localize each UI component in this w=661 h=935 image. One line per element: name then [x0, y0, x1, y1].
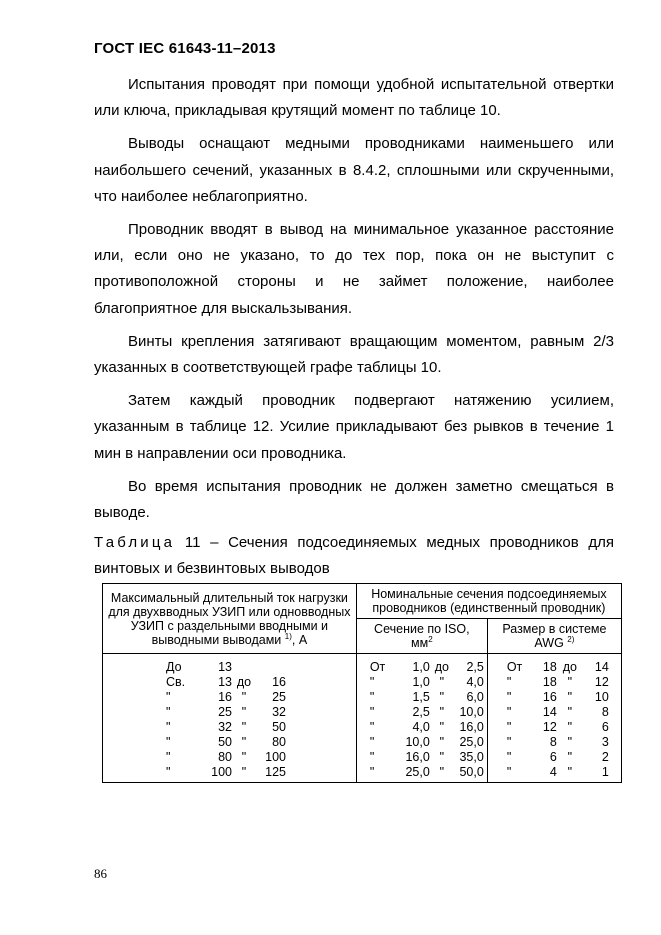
awg-row-0-part-3: 14 [594, 660, 609, 674]
awg-row-3-part-0: " [506, 705, 512, 719]
awg-row-7-part-1: 4 [549, 765, 557, 779]
awg-row-0-part-1: 18 [542, 660, 557, 674]
awg-list [507, 660, 618, 780]
table-caption [94, 530, 614, 582]
iso-row-4-part-2: " [439, 720, 445, 734]
current-list [166, 660, 353, 780]
header-iso-sup: 2 [428, 634, 433, 644]
document-header: ГОСТ IEC 61643-11–2013 [94, 40, 276, 57]
current-row-4-part-3: 50 [272, 720, 286, 734]
awg-row-0-part-0: От [506, 660, 523, 674]
current-row-7-part-2: " [241, 765, 247, 779]
header-current-text: Максимальный длительный ток нагрузки для двухвводных УЗИП или одновводных УЗИП с раздельными вводными и выводными выводами [108, 590, 351, 647]
paragraph: Винты крепления затягивают вращающим моментом, равным 2/3 указанных в соответствующей графе таблицы 10. [94, 332, 614, 377]
iso-row-3-part-3: 10,0 [459, 705, 484, 719]
iso-row-1-part-2: " [439, 675, 445, 689]
iso-row-5-part-0: " [369, 735, 375, 749]
current-row-6-part-3: 100 [265, 750, 286, 764]
iso-row-6-part-1: 16,0 [405, 750, 430, 764]
current-row-2-part-3: 25 [272, 690, 286, 704]
current-row-0-part-1: 13 [218, 660, 232, 674]
table-caption-text: 11 – Сечения подсоединяемых медных проводников для винтовых и безвинтовых выводов [94, 534, 614, 577]
awg-row-6-part-0: " [506, 750, 512, 764]
iso-row-4-part-3: 16,0 [459, 720, 484, 734]
iso-row-1-part-3: 4,0 [466, 675, 484, 689]
iso-row-3-part-2: " [439, 705, 445, 719]
iso-row-7-part-1: 25,0 [405, 765, 430, 779]
header-awg-sup: 2) [567, 634, 575, 644]
current-row-2-part-2: " [241, 690, 247, 704]
iso-row-6-part-3: 35,0 [459, 750, 484, 764]
current-row-2-part-1: 16 [218, 690, 232, 704]
header-current-sup: 1) [284, 631, 292, 641]
awg-cell [487, 654, 621, 783]
awg-row-2-part-1: 16 [542, 690, 557, 704]
page-number: 86 [94, 866, 107, 881]
current-row-5-part-2: " [241, 735, 247, 749]
iso-row-0-part-1: 1,0 [412, 660, 430, 674]
awg-row-4-part-1: 12 [542, 720, 557, 734]
iso-row-2-part-1: 1,5 [412, 690, 430, 704]
iso-row-7-part-0: " [369, 765, 375, 779]
current-row-0-part-3 [256, 660, 286, 675]
awg-row-3-part-3: 8 [601, 705, 609, 719]
iso-row-0-part-0: От [369, 660, 386, 674]
current-row-7-part-3: 125 [265, 765, 286, 779]
iso-row-1-part-0: " [369, 675, 375, 689]
awg-row-4-part-3: 6 [601, 720, 609, 734]
header-current-unit: , А [291, 632, 308, 647]
awg-row-7-part-2: " [567, 765, 573, 779]
current-cell [103, 654, 357, 783]
iso-row-6-part-0: " [369, 750, 375, 764]
conductor-table [102, 583, 622, 783]
awg-row-1-part-1: 18 [542, 675, 557, 689]
iso-row-4-part-0: " [369, 720, 375, 734]
current-row-5-part-0: " [166, 735, 171, 749]
table-caption-label: Таблица [94, 534, 176, 551]
current-row-2-part-0: " [166, 690, 171, 704]
iso-row-5-part-3: 25,0 [459, 735, 484, 749]
current-row-4-part-0: " [166, 720, 171, 734]
header-awg [487, 619, 621, 654]
iso-row-5-part-2: " [439, 735, 445, 749]
current-row-6-part-1: 80 [218, 750, 232, 764]
awg-row-5-part-1: 8 [549, 735, 557, 749]
iso-row-0-part-2: до [434, 660, 449, 674]
header-awg-text: Размер в системе AWG [502, 622, 607, 650]
current-row-5-part-3: 80 [272, 735, 286, 749]
current-row-3-part-3: 32 [272, 705, 286, 719]
awg-row-6-part-3: 2 [601, 750, 609, 764]
header-iso [356, 619, 487, 654]
iso-cell [356, 654, 487, 783]
iso-row-7-part-2: " [439, 765, 445, 779]
paragraph: Во время испытания проводник не должен заметно смещаться в выводе. [94, 477, 614, 522]
awg-row-2-part-0: " [506, 690, 512, 704]
current-row-6-part-0: " [166, 750, 171, 764]
awg-row-7-part-3: 1 [601, 765, 609, 779]
current-row-7-part-0: " [166, 765, 171, 779]
current-row-4-part-1: 32 [218, 720, 232, 734]
awg-row-3-part-1: 14 [542, 705, 557, 719]
awg-row-4-part-2: " [567, 720, 573, 734]
header-nominal: Номинальные сечения подсоединяемых проводников (единственный проводник) [356, 584, 621, 619]
current-row-5-part-1: 50 [218, 735, 232, 749]
current-row-0-part-2 [232, 660, 256, 675]
header-current [103, 584, 357, 654]
current-row-1-part-1: 13 [218, 675, 232, 689]
header-iso-unit: мм [411, 636, 429, 650]
current-row-3-part-0: " [166, 705, 171, 719]
iso-row-2-part-2: " [439, 690, 445, 704]
current-row-6-part-2: " [241, 750, 247, 764]
awg-row-1-part-3: 12 [594, 675, 609, 689]
paragraph: Выводы оснащают медными проводниками наименьшего или наибольшего сечений, указанных в 8.4.2, сплошными или скрученными, что наиболее неблагоприятно. [94, 135, 614, 205]
iso-list [370, 660, 484, 780]
iso-row-5-part-1: 10,0 [405, 735, 430, 749]
iso-row-3-part-1: 2,5 [412, 705, 430, 719]
paragraph: Проводник вводят в вывод на минимальное указанное расстояние или, если оно не указано, то до тех пор, пока он не выступит с противоположной стороны и не займет положение, наиболее благоприятное для выскальзывания. [94, 221, 614, 317]
iso-row-1-part-1: 1,0 [412, 675, 430, 689]
current-row-1-part-3: 16 [272, 675, 286, 689]
awg-row-1-part-2: " [567, 675, 573, 689]
iso-row-2-part-3: 6,0 [466, 690, 484, 704]
current-row-4-part-2: " [241, 720, 247, 734]
awg-row-2-part-2: " [567, 690, 573, 704]
current-row-7-part-1: 100 [211, 765, 232, 779]
paragraph: Испытания проводят при помощи удобной испытательной отвертки или ключа, прикладывая крутящий момент по таблице 10. [94, 76, 614, 120]
current-row-3-part-1: 25 [218, 705, 232, 719]
awg-row-3-part-2: " [567, 705, 573, 719]
awg-row-0-part-2: до [562, 660, 577, 674]
awg-row-6-part-1: 6 [549, 750, 557, 764]
iso-row-3-part-0: " [369, 705, 375, 719]
awg-row-4-part-0: " [506, 720, 512, 734]
header-iso-text: Сечение по ISO, [374, 622, 470, 636]
iso-row-2-part-0: " [369, 690, 375, 704]
iso-row-7-part-3: 50,0 [459, 765, 484, 779]
current-row-3-part-2: " [241, 705, 247, 719]
current-row-1-part-2: до [236, 675, 252, 689]
awg-row-1-part-0: " [506, 675, 512, 689]
iso-row-0-part-3: 2,5 [466, 660, 484, 674]
awg-row-7-part-0: " [506, 765, 512, 779]
awg-row-5-part-0: " [506, 735, 512, 749]
iso-row-4-part-1: 4,0 [412, 720, 430, 734]
body-text [94, 72, 614, 533]
awg-row-2-part-3: 10 [594, 690, 609, 704]
paragraph: Затем каждый проводник подвергают натяжению усилием, указанным в таблице 12. Усилие прикладывают без рывков в течение 1 мин в направлении оси проводника. [94, 392, 614, 462]
awg-row-5-part-3: 3 [601, 735, 609, 749]
awg-row-5-part-2: " [567, 735, 573, 749]
current-row-1-part-0: Св. [166, 675, 186, 689]
current-row-0-part-0: До [166, 660, 182, 674]
awg-row-6-part-2: " [567, 750, 573, 764]
iso-row-6-part-2: " [439, 750, 445, 764]
